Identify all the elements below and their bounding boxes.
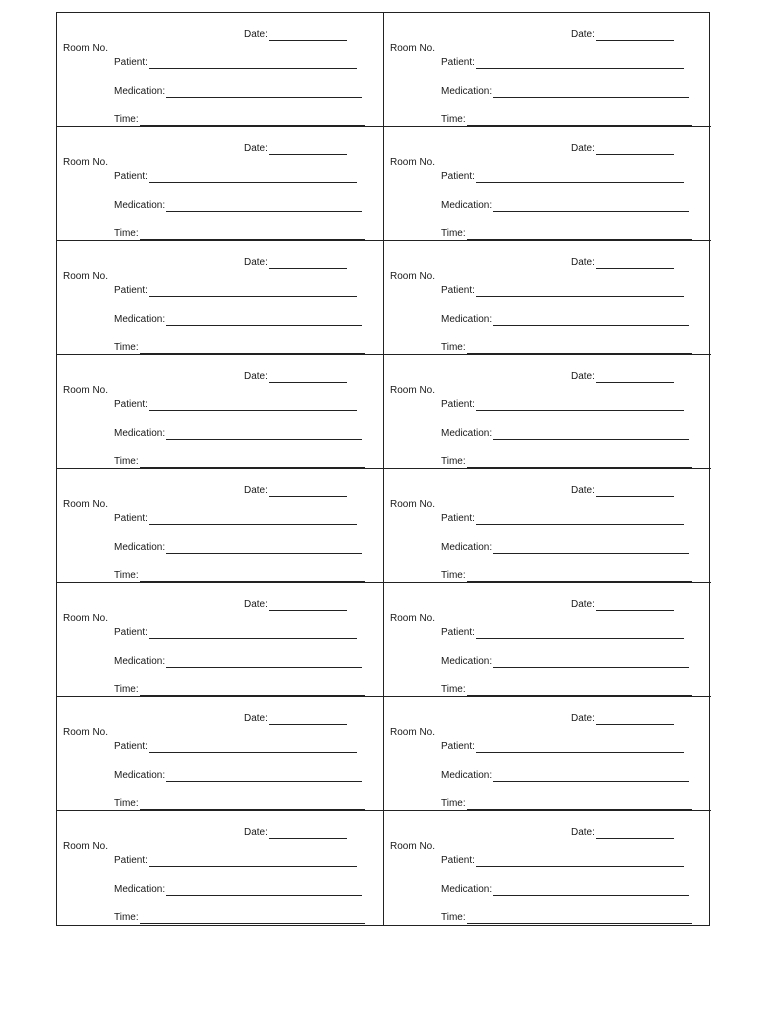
- room-number-field-label: Room No.: [390, 385, 436, 396]
- time-field-blank-line[interactable]: [140, 457, 365, 468]
- date-field-label: Date:: [244, 257, 268, 268]
- medication-field[interactable]: [114, 542, 362, 554]
- medication-field[interactable]: [441, 542, 689, 554]
- medication-field[interactable]: [441, 770, 689, 782]
- time-field[interactable]: [114, 342, 365, 354]
- time-field-label: Time:: [114, 228, 139, 239]
- date-field-blank-line[interactable]: [269, 258, 347, 269]
- date-field-label: Date:: [244, 713, 268, 724]
- patient-field[interactable]: [441, 513, 684, 525]
- medication-label: [57, 241, 384, 355]
- patient-field-blank-line[interactable]: [149, 400, 357, 411]
- time-field[interactable]: [441, 228, 692, 240]
- medication-label: [57, 127, 384, 241]
- medication-field-blank-line[interactable]: [493, 543, 689, 554]
- room-number-field-label: Room No.: [63, 43, 109, 54]
- time-field-blank-line[interactable]: [467, 457, 692, 468]
- date-field[interactable]: [244, 29, 347, 41]
- date-field-blank-line[interactable]: [269, 30, 347, 41]
- time-field-label: Time:: [441, 684, 466, 695]
- patient-field[interactable]: [441, 855, 684, 867]
- medication-field-label: Medication:: [441, 542, 493, 553]
- date-field[interactable]: [244, 257, 347, 269]
- room-number-field-label: Room No.: [390, 43, 436, 54]
- date-field-blank-line[interactable]: [596, 714, 674, 725]
- patient-field-blank-line[interactable]: [476, 400, 684, 411]
- room-number-field-label: Room No.: [390, 157, 436, 168]
- medication-field[interactable]: [441, 86, 689, 98]
- medication-field-label: Medication:: [441, 656, 493, 667]
- date-field-blank-line[interactable]: [596, 258, 674, 269]
- medication-field-blank-line[interactable]: [166, 771, 362, 782]
- date-field-label: Date:: [244, 29, 268, 40]
- medication-field[interactable]: [114, 200, 362, 212]
- room-number-field-label: Room No.: [390, 613, 436, 624]
- medication-label: [384, 469, 711, 583]
- medication-field[interactable]: [114, 86, 362, 98]
- date-field-blank-line[interactable]: [269, 144, 347, 155]
- room-number-field-label: Room No.: [390, 271, 436, 282]
- patient-field-blank-line[interactable]: [476, 856, 684, 867]
- time-field[interactable]: [441, 684, 692, 696]
- date-field-label: Date:: [571, 257, 595, 268]
- date-field-blank-line[interactable]: [596, 486, 674, 497]
- time-field-label: Time:: [114, 798, 139, 809]
- date-field-label: Date:: [244, 485, 268, 496]
- patient-field-label: Patient:: [441, 399, 475, 410]
- date-field-blank-line[interactable]: [269, 372, 347, 383]
- room-number-field-label: Room No.: [63, 727, 109, 738]
- time-field-blank-line[interactable]: [140, 115, 365, 126]
- medication-field[interactable]: [441, 656, 689, 668]
- time-field[interactable]: [114, 114, 365, 126]
- date-field-blank-line[interactable]: [596, 600, 674, 611]
- medication-label: [57, 355, 384, 469]
- room-number-field: [63, 499, 108, 511]
- date-field[interactable]: [244, 713, 347, 725]
- medication-field-label: Medication:: [114, 428, 166, 439]
- medication-label: [384, 127, 711, 241]
- date-field[interactable]: [244, 827, 347, 839]
- date-field-blank-line[interactable]: [596, 144, 674, 155]
- date-field[interactable]: [571, 29, 674, 41]
- time-field-blank-line[interactable]: [140, 799, 365, 810]
- patient-field[interactable]: [441, 285, 684, 297]
- medication-field[interactable]: [114, 314, 362, 326]
- patient-field[interactable]: [441, 741, 684, 753]
- patient-field-label: Patient:: [441, 741, 475, 752]
- date-field-blank-line[interactable]: [596, 30, 674, 41]
- patient-field-blank-line[interactable]: [149, 514, 357, 525]
- patient-field-label: Patient:: [114, 627, 148, 638]
- medication-field[interactable]: [441, 314, 689, 326]
- room-number-field: [390, 499, 435, 511]
- time-field-blank-line[interactable]: [467, 229, 692, 240]
- medication-field-blank-line[interactable]: [166, 543, 362, 554]
- medication-field-label: Medication:: [114, 200, 166, 211]
- patient-field[interactable]: [114, 741, 357, 753]
- time-field[interactable]: [114, 456, 365, 468]
- medication-field-label: Medication:: [441, 86, 493, 97]
- medication-field[interactable]: [114, 428, 362, 440]
- medication-field[interactable]: [441, 428, 689, 440]
- medication-field-blank-line[interactable]: [166, 201, 362, 212]
- time-field[interactable]: [114, 912, 365, 924]
- time-field-blank-line[interactable]: [467, 343, 692, 354]
- room-number-field: [390, 271, 435, 283]
- room-number-field-label: Room No.: [63, 841, 109, 852]
- medication-field-label: Medication:: [114, 770, 166, 781]
- date-field-label: Date:: [571, 485, 595, 496]
- patient-field-label: Patient:: [114, 285, 148, 296]
- patient-field-label: Patient:: [114, 171, 148, 182]
- patient-field[interactable]: [114, 399, 357, 411]
- medication-field-label: Medication:: [441, 428, 493, 439]
- room-number-field: [390, 727, 435, 739]
- patient-field-blank-line[interactable]: [476, 58, 684, 69]
- medication-label: [384, 355, 711, 469]
- patient-field[interactable]: [114, 855, 357, 867]
- time-field-blank-line[interactable]: [467, 115, 692, 126]
- patient-field-blank-line[interactable]: [149, 286, 357, 297]
- time-field-label: Time:: [441, 912, 466, 923]
- room-number-field-label: Room No.: [63, 157, 109, 168]
- date-field[interactable]: [571, 713, 674, 725]
- patient-field-blank-line[interactable]: [476, 742, 684, 753]
- time-field-label: Time:: [441, 798, 466, 809]
- medication-field[interactable]: [441, 200, 689, 212]
- room-number-field-label: Room No.: [63, 499, 109, 510]
- medication-label: [384, 811, 711, 925]
- room-number-field: [63, 157, 108, 169]
- patient-field-label: Patient:: [441, 171, 475, 182]
- patient-field-label: Patient:: [114, 57, 148, 68]
- patient-field-blank-line[interactable]: [149, 58, 357, 69]
- time-field-label: Time:: [441, 114, 466, 125]
- date-field-label: Date:: [571, 713, 595, 724]
- time-field-label: Time:: [114, 684, 139, 695]
- time-field-blank-line[interactable]: [140, 913, 365, 924]
- patient-field-blank-line[interactable]: [149, 172, 357, 183]
- time-field-blank-line[interactable]: [140, 571, 365, 582]
- time-field[interactable]: [441, 912, 692, 924]
- patient-field-blank-line[interactable]: [149, 742, 357, 753]
- patient-field-blank-line[interactable]: [149, 856, 357, 867]
- room-number-field: [390, 157, 435, 169]
- medication-field-blank-line[interactable]: [166, 657, 362, 668]
- medication-field[interactable]: [441, 884, 689, 896]
- room-number-field-label: Room No.: [63, 271, 109, 282]
- patient-field-blank-line[interactable]: [476, 286, 684, 297]
- time-field-label: Time:: [441, 570, 466, 581]
- medication-label: [384, 241, 711, 355]
- medication-label: [57, 469, 384, 583]
- date-field[interactable]: [244, 599, 347, 611]
- medication-field-label: Medication:: [441, 200, 493, 211]
- date-field-label: Date:: [571, 143, 595, 154]
- medication-field-label: Medication:: [114, 314, 166, 325]
- time-field[interactable]: [441, 342, 692, 354]
- date-field-blank-line[interactable]: [269, 828, 347, 839]
- medication-field-blank-line[interactable]: [493, 201, 689, 212]
- medication-field-label: Medication:: [114, 656, 166, 667]
- time-field[interactable]: [114, 228, 365, 240]
- patient-field-label: Patient:: [441, 513, 475, 524]
- medication-field[interactable]: [114, 770, 362, 782]
- patient-field[interactable]: [114, 57, 357, 69]
- date-field-blank-line[interactable]: [269, 486, 347, 497]
- patient-field[interactable]: [114, 513, 357, 525]
- room-number-field-label: Room No.: [390, 841, 436, 852]
- date-field[interactable]: [571, 827, 674, 839]
- patient-field[interactable]: [441, 399, 684, 411]
- room-number-field: [63, 385, 108, 397]
- date-field-label: Date:: [571, 827, 595, 838]
- medication-field[interactable]: [114, 884, 362, 896]
- time-field-label: Time:: [441, 228, 466, 239]
- patient-field[interactable]: [441, 171, 684, 183]
- room-number-field-label: Room No.: [63, 613, 109, 624]
- time-field[interactable]: [441, 114, 692, 126]
- medication-field-label: Medication:: [114, 542, 166, 553]
- medication-field-blank-line[interactable]: [493, 885, 689, 896]
- date-field-label: Date:: [244, 143, 268, 154]
- date-field[interactable]: [571, 371, 674, 383]
- date-field[interactable]: [244, 485, 347, 497]
- room-number-field-label: Room No.: [63, 385, 109, 396]
- medication-label: [384, 697, 711, 811]
- patient-field-label: Patient:: [114, 741, 148, 752]
- medication-label: [57, 697, 384, 811]
- date-field-blank-line[interactable]: [596, 372, 674, 383]
- medication-label: [57, 13, 384, 127]
- patient-field-label: Patient:: [114, 855, 148, 866]
- medication-field-label: Medication:: [114, 884, 166, 895]
- date-field[interactable]: [244, 143, 347, 155]
- time-field[interactable]: [114, 684, 365, 696]
- medication-field-blank-line[interactable]: [493, 657, 689, 668]
- time-field-blank-line[interactable]: [140, 685, 365, 696]
- patient-field-blank-line[interactable]: [476, 628, 684, 639]
- time-field-label: Time:: [114, 912, 139, 923]
- time-field[interactable]: [114, 570, 365, 582]
- patient-field[interactable]: [441, 627, 684, 639]
- time-field-label: Time:: [441, 342, 466, 353]
- time-field[interactable]: [441, 798, 692, 810]
- date-field-label: Date:: [244, 371, 268, 382]
- date-field-label: Date:: [244, 599, 268, 610]
- patient-field-blank-line[interactable]: [476, 172, 684, 183]
- date-field-blank-line[interactable]: [596, 828, 674, 839]
- time-field-label: Time:: [114, 342, 139, 353]
- time-field[interactable]: [114, 798, 365, 810]
- time-field-blank-line[interactable]: [467, 799, 692, 810]
- medication-field-label: Medication:: [441, 314, 493, 325]
- room-number-field-label: Room No.: [390, 727, 436, 738]
- room-number-field: [390, 43, 435, 55]
- medication-field-label: Medication:: [114, 86, 166, 97]
- medication-label: [384, 13, 711, 127]
- patient-field[interactable]: [114, 285, 357, 297]
- time-field-label: Time:: [441, 456, 466, 467]
- patient-field[interactable]: [441, 57, 684, 69]
- patient-field-blank-line[interactable]: [476, 514, 684, 525]
- date-field-blank-line[interactable]: [269, 600, 347, 611]
- room-number-field: [390, 841, 435, 853]
- date-field-label: Date:: [244, 827, 268, 838]
- room-number-field: [390, 613, 435, 625]
- patient-field-label: Patient:: [441, 57, 475, 68]
- patient-field-label: Patient:: [441, 285, 475, 296]
- medication-field-blank-line[interactable]: [493, 429, 689, 440]
- room-number-field: [63, 43, 108, 55]
- time-field-blank-line[interactable]: [467, 913, 692, 924]
- room-number-field: [63, 727, 108, 739]
- medication-label-sheet: [56, 12, 710, 926]
- date-field[interactable]: [571, 599, 674, 611]
- medication-field-label: Medication:: [441, 884, 493, 895]
- time-field-blank-line[interactable]: [467, 685, 692, 696]
- date-field-label: Date:: [571, 371, 595, 382]
- time-field-blank-line[interactable]: [467, 571, 692, 582]
- medication-label: [57, 811, 384, 925]
- medication-field[interactable]: [114, 656, 362, 668]
- medication-field-blank-line[interactable]: [493, 315, 689, 326]
- patient-field-label: Patient:: [114, 399, 148, 410]
- time-field-label: Time:: [114, 570, 139, 581]
- medication-field-blank-line[interactable]: [166, 315, 362, 326]
- medication-field-blank-line[interactable]: [166, 885, 362, 896]
- medication-field-blank-line[interactable]: [493, 87, 689, 98]
- date-field[interactable]: [571, 485, 674, 497]
- room-number-field: [63, 613, 108, 625]
- patient-field-label: Patient:: [114, 513, 148, 524]
- patient-field-blank-line[interactable]: [149, 628, 357, 639]
- patient-field-label: Patient:: [441, 627, 475, 638]
- room-number-field: [63, 841, 108, 853]
- time-field[interactable]: [441, 570, 692, 582]
- medication-field-blank-line[interactable]: [493, 771, 689, 782]
- patient-field[interactable]: [114, 171, 357, 183]
- date-field-blank-line[interactable]: [269, 714, 347, 725]
- time-field[interactable]: [441, 456, 692, 468]
- medication-field-label: Medication:: [441, 770, 493, 781]
- room-number-field: [390, 385, 435, 397]
- patient-field[interactable]: [114, 627, 357, 639]
- date-field[interactable]: [244, 371, 347, 383]
- date-field-label: Date:: [571, 599, 595, 610]
- medication-field-blank-line[interactable]: [166, 87, 362, 98]
- time-field-blank-line[interactable]: [140, 343, 365, 354]
- patient-field-label: Patient:: [441, 855, 475, 866]
- date-field[interactable]: [571, 257, 674, 269]
- medication-label: [57, 583, 384, 697]
- time-field-label: Time:: [114, 456, 139, 467]
- medication-field-blank-line[interactable]: [166, 429, 362, 440]
- time-field-label: Time:: [114, 114, 139, 125]
- room-number-field: [63, 271, 108, 283]
- medication-label: [384, 583, 711, 697]
- time-field-blank-line[interactable]: [140, 229, 365, 240]
- date-field[interactable]: [571, 143, 674, 155]
- room-number-field-label: Room No.: [390, 499, 436, 510]
- date-field-label: Date:: [571, 29, 595, 40]
